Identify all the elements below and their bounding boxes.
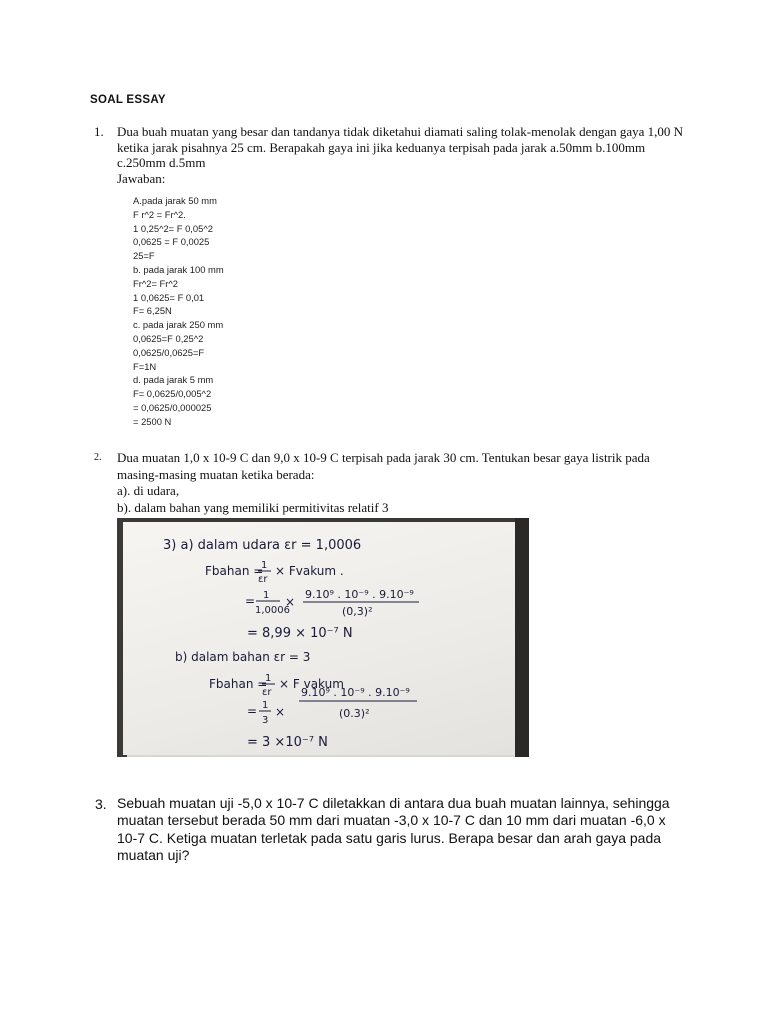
answer-line: 0,0625 = F 0,0025 — [133, 236, 210, 248]
answer-line: F r^2 = Fr^2. — [133, 208, 186, 220]
answer-line: F= 6,25N — [133, 305, 172, 317]
answer-line: b. pada jarak 100 mm — [133, 263, 224, 275]
answer-line: 1 0,0625= F 0,01 — [133, 291, 205, 303]
hw-equals: = — [245, 594, 256, 608]
question-2-text: Dua muatan 1,0 x 10-9 C dan 9,0 x 10-9 C terpisah pada jarak 30 cm. Tentukan besar gaya listrik pada masing-masing muatan ketika berada: — [117, 450, 650, 482]
hw-denominator: εr — [262, 687, 272, 698]
handwritten-solution-photo — [117, 518, 529, 757]
answer-line: 0,0625/0,0625=F — [133, 346, 205, 358]
answer-line: c. pada jarak 250 mm — [133, 319, 224, 331]
answer-line: 25=F — [133, 250, 155, 262]
question-1-text: Dua buah muatan yang besar dan tandanya tidak diketahui diamati saling tolak-menolak dengan gaya 1,00 N ketika jarak pisahnya 25 cm. Berapakah gaya ini jika keduanya terpisah pada jarak a.50mm b.100mm c.250mm d.5mm — [117, 124, 684, 170]
hw-times: × — [285, 595, 296, 609]
answer-line: = 2500 N — [133, 415, 172, 427]
hw-denominator: 3 — [262, 715, 269, 726]
question-1-answer — [133, 194, 224, 429]
hw-numerator: 1 — [263, 590, 270, 601]
hw-fraction-top: 9.10⁹ . 10⁻⁹ . 9.10⁻⁹ — [305, 588, 414, 601]
hw-numerator: 1 — [261, 560, 268, 571]
answer-line: 1 0,25^2= F 0,05^2 — [133, 222, 213, 234]
hw-numerator: 1 — [265, 673, 272, 684]
answer-line: A.pada jarak 50 mm — [133, 195, 217, 206]
page-heading: SOAL ESSAY — [90, 94, 166, 106]
answer-line: d. pada jarak 5 mm — [133, 374, 214, 386]
answer-line: F= 0,0625/0,005^2 — [133, 388, 212, 400]
hw-denominator: εr — [258, 574, 268, 585]
question-1 — [117, 124, 687, 186]
hw-result-b: = 3 ×10⁻⁷ N — [247, 735, 328, 750]
hw-formula-label: Fbahan = — [205, 564, 264, 578]
hw-formula-rest: × Fvakum . — [275, 564, 344, 578]
hw-fraction-bottom: (0.3)² — [339, 707, 370, 720]
hw-denominator: 1,0006 — [255, 605, 290, 616]
question-2-option-b: b). dalam bahan yang memiliki permitivitas relatif 3 — [117, 499, 389, 515]
question-3-number: 3. — [95, 796, 107, 812]
answer-line: F=1N — [133, 360, 157, 372]
hw-part-a-title: 3) a) dalam udara εr = 1,0006 — [163, 538, 362, 553]
hw-numerator: 1 — [262, 700, 269, 711]
hw-fraction-top: 9.10⁹ . 10⁻⁹ . 9.10⁻⁹ — [301, 686, 410, 699]
question-1-number: 1. — [94, 124, 104, 139]
handwriting — [117, 518, 529, 757]
hw-result-a: = 8,99 × 10⁻⁷ N — [247, 626, 353, 641]
hw-equals: = — [247, 704, 258, 718]
question-3-text: Sebuah muatan uji -5,0 x 10-7 C diletakkan di antara dua buah muatan lainnya, sehingga muatan tersebut berada 50 mm dari muatan -3,0 x 10-7 C dan 10 mm dari muatan -6,0 x 10-7 C. Ketiga muatan terletak pada satu garis lurus. Berapa besar dan arah gaya pada muatan uji? — [117, 795, 670, 863]
hw-formula-rest: × F vakum — [279, 677, 344, 691]
hw-fraction-bottom: (0,3)² — [342, 605, 373, 618]
answer-line: Fr^2= Fr^2 — [133, 277, 179, 289]
answer-line: 0,0625=F 0,25^2 — [133, 332, 204, 344]
hw-formula-label: Fbahan = — [209, 677, 268, 691]
hw-times: × — [275, 705, 286, 719]
answer-label: Jawaban: — [117, 170, 166, 186]
question-2-option-a: a). di udara, — [117, 483, 180, 498]
answer-line: = 0,0625/0,000025 — [133, 401, 212, 413]
hw-part-b-title: b) dalam bahan εr = 3 — [175, 650, 311, 664]
question-2 — [117, 450, 692, 516]
question-2-number: 2. — [94, 452, 102, 463]
